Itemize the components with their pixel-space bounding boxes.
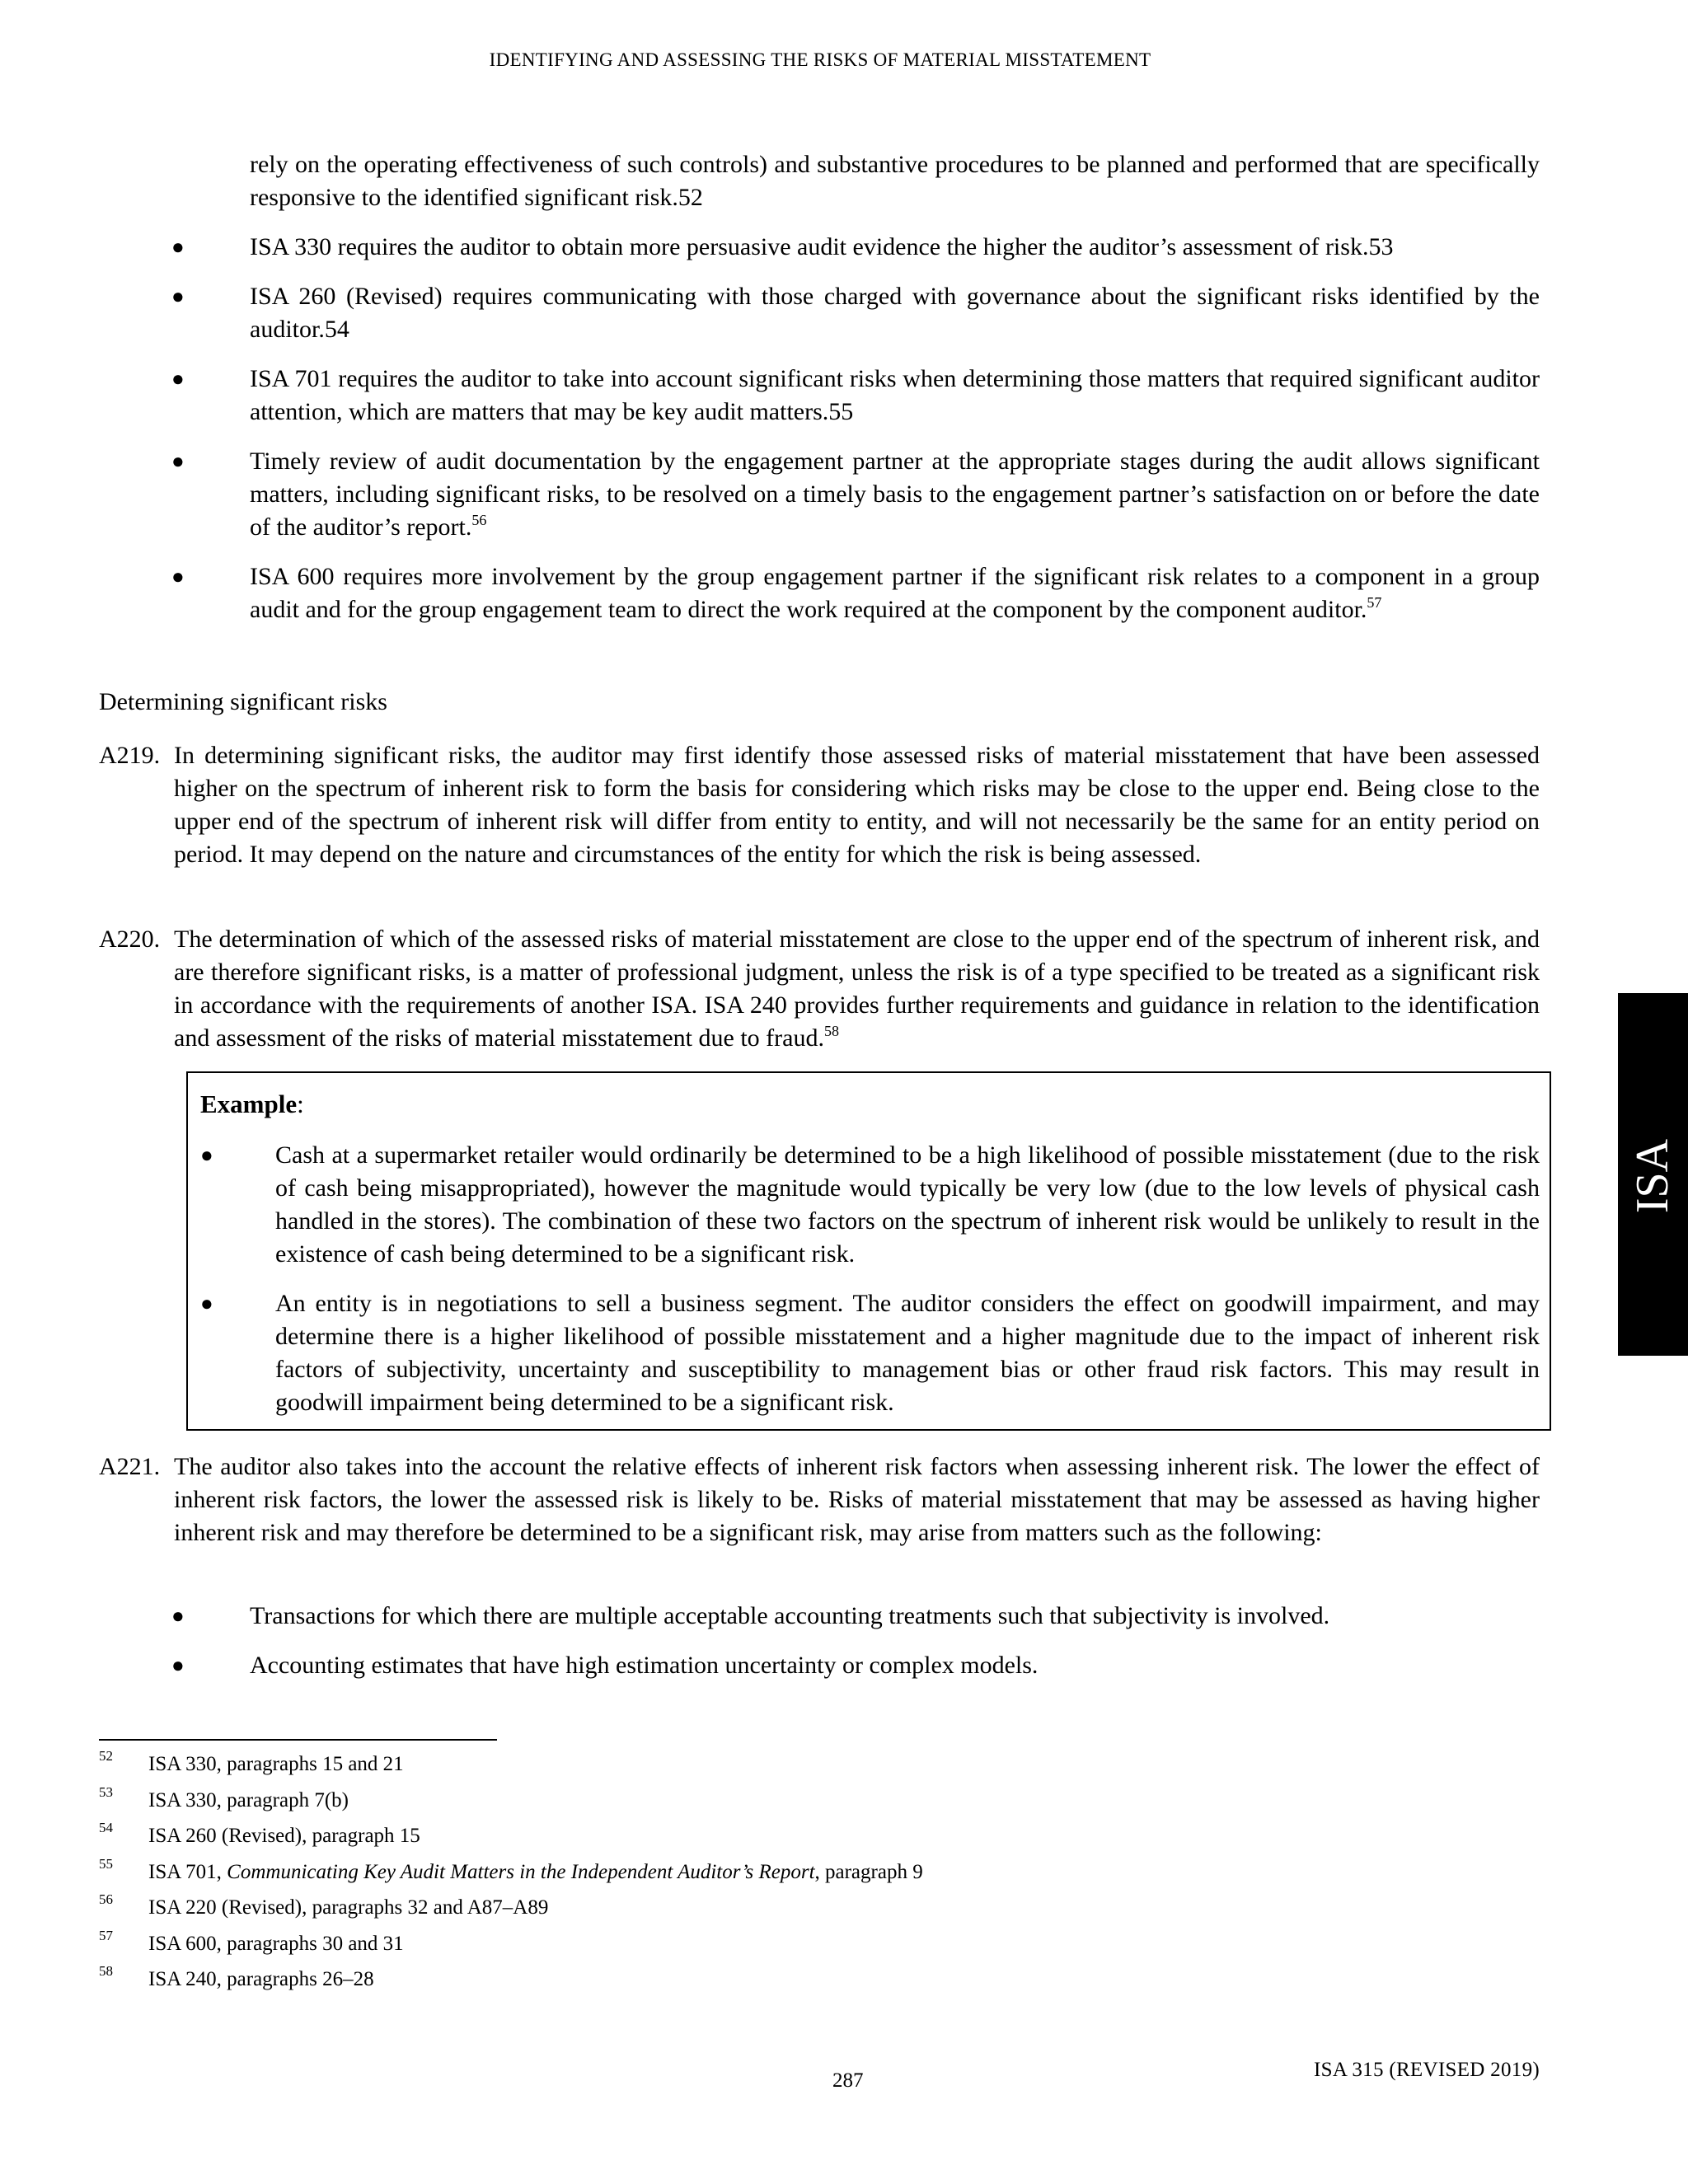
example-box [186,1071,1551,1431]
footnote-number: 56 [99,1891,113,1907]
list-item-text: ISA 600 requires more involvement by the group engagement partner if the significant risk relates to a component in a group audit and for the group engagement team to direct the work required at the component by the component auditor. [250,563,1540,623]
list-item-text: Accounting estimates that have high estimation uncertainty or complex models. [250,1652,1039,1679]
list-item-text: ISA 260 (Revised) requires communicating with those charged with governance about the significant risks identified by the auditor.54 [250,283,1540,343]
paragraph-number: A221. [99,1453,161,1480]
footnote-number: 57 [99,1927,113,1943]
footnote-text: ISA 260 (Revised), paragraph 15 [148,1825,420,1847]
isa-side-tab [1618,993,1688,1356]
footnote-text: ISA 240, paragraphs 26–28 [148,1968,374,1990]
list-item [99,231,1540,264]
footnote-text [148,1861,923,1884]
list-item-text: An entity is in negotiations to sell a business segment. The auditor considers the effect on goodwill impairment, and may determine there is a higher likelihood of possible misstatement and a higher magnitude due to the impact of inherent risk factors of subjectivity, uncertainty and susceptibility to management bias or other fraud risk factors. This may result in goodwill impairment being determined to be a significant risk. [275,1290,1540,1416]
section-heading: Determining significant risks [99,688,387,715]
footnote [99,1963,1170,2004]
footnote-ref: 58 [823,1023,839,1039]
bullet-icon: ● [200,1291,213,1315]
footnote-text: ISA 330, paragraph 7(b) [148,1788,349,1811]
footnote-number: 54 [99,1820,113,1835]
list-item-text: Cash at a supermarket retailer would ordinarily be determined to be a high likelihood of possible misstatement (due to the risk of cash being misappropriated), however the magnitude would typically be very low (due to the low levels of physical cash handled in the stores). The combination of these two factors on the spectrum of inherent risk would be unlikely to result in the existence of cash being determined to be a significant risk. [275,1141,1540,1268]
document-identifier: ISA 315 (REVISED 2019) [1314,2059,1540,2081]
example-list [188,1139,1540,1436]
paragraph-text: The auditor also takes into the account the relative effects of inherent risk factors when assessing inherent risk. The lower the effect of inherent risk factors, the lower the assessed risk is likely to be. Risks of material misstatement that may be assessed as having higher inherent risk and may therefore be determined to be a significant risk, may arise from matters such as the following: [174,1453,1540,1546]
list-item-text: Timely review of audit documentation by the engagement partner at the appropriate stages during the audit allows significant matters, including significant risks, to be resolved on a timely basis to the engagement partner’s satisfaction on or before the date of the auditor’s report. [250,448,1540,541]
list-item [99,280,1540,346]
bullet-icon: ● [200,1143,213,1167]
bullet-icon: ● [171,367,185,391]
example-label-colon: : [297,1090,304,1118]
footnote-ref: 57 [1367,594,1382,611]
list-item-text: Transactions for which there are multiple acceptable accounting treatments such that subjectivity is involved. [250,1602,1330,1629]
paragraph-a219 [99,739,1540,871]
footnote-text: ISA 330, paragraphs 15 and 21 [148,1753,404,1775]
footnote-divider [99,1739,497,1741]
list-item-text: ISA 701 requires the auditor to take into account significant risks when determining those matters that required significant auditor attention, which are matters that may be key audit matters.55 [250,365,1540,425]
bullet-list-bottom [99,1600,1540,1699]
footnote-number: 53 [99,1783,113,1800]
footnote-number: 58 [99,1963,113,1979]
footnote-text-pre: ISA 701, [148,1860,227,1883]
list-item [188,1287,1540,1419]
footnote [99,1855,1170,1897]
footnote-number: 52 [99,1748,113,1764]
paragraph-number: A220. [99,926,161,953]
list-item [99,363,1540,429]
example-label-text: Example [200,1090,298,1118]
footnote-number: 55 [99,1855,113,1872]
bullet-icon: ● [171,1653,185,1677]
paragraph-a220 [99,923,1540,1055]
footnote-text-post: , paragraph 9 [814,1860,923,1883]
list-item [99,1600,1540,1633]
continued-bullet-text: rely on the operating effectiveness of such controls) and substantive procedures to be planned and performed that are specifically responsive to the identified significant risk.52 [250,151,1540,211]
footnote [99,1891,1170,1933]
running-header: IDENTIFYING AND ASSESSING THE RISKS OF MATERIAL MISSTATEMENT [489,49,1151,70]
paragraph-text: In determining significant risks, the auditor may first identify those assessed risks of material misstatement that have been assessed higher on the spectrum of inherent risk to form the basis for considering which risks may be close to the upper end. Being close to the upper end of the spectrum of inherent risk will differ from entity to entity, and will not necessarily be the same for an entity period on period. It may depend on the nature and circumstances of the entity for which the risk is being assessed. [174,742,1540,868]
footnote-ref: 56 [471,512,487,528]
bullet-icon: ● [171,449,185,473]
bullet-icon: ● [171,284,185,308]
list-item [99,1649,1540,1682]
footnotes [99,1748,1170,2004]
footnote [99,1783,1170,1825]
footnote-text: ISA 600, paragraphs 30 and 31 [148,1932,404,1955]
page-number: 287 [832,2069,864,2092]
footnote [99,1748,1170,1789]
paragraph-body: The determination of which of the assessed risks of material misstatement are close to the upper end of the spectrum of inherent risk, and are therefore significant risks, is a matter of professional judgment, unless the risk is of a type specified to be treated as a significant risk in accordance with the requirements of another ISA. ISA 240 provides further requirements and guidance in relation to the identification and assessment of the risks of material misstatement due to fraud. [174,926,1540,1052]
list-item [99,445,1540,544]
list-item [188,1139,1540,1271]
example-label [200,1088,304,1121]
bullet-icon: ● [171,565,185,588]
footnote [99,1927,1170,1969]
paragraph-text [99,923,1540,1055]
paragraph-number: A219. [99,742,161,769]
list-item-text: ISA 330 requires the auditor to obtain more persuasive audit evidence the higher the auditor’s assessment of risk.53 [250,233,1394,260]
paragraph-a221 [99,1451,1540,1549]
footnote [99,1820,1170,1861]
bullet-list-top [99,231,1540,643]
bullet-icon: ● [171,235,185,259]
bullet-icon: ● [171,1604,185,1628]
footnote-title: Communicating Key Audit Matters in the Independent Auditor’s Report [227,1860,815,1883]
side-tab-label: ISA [1627,1138,1678,1214]
footnote-text: ISA 220 (Revised), paragraphs 32 and A87–A89 [148,1896,549,1919]
list-item [99,560,1540,626]
